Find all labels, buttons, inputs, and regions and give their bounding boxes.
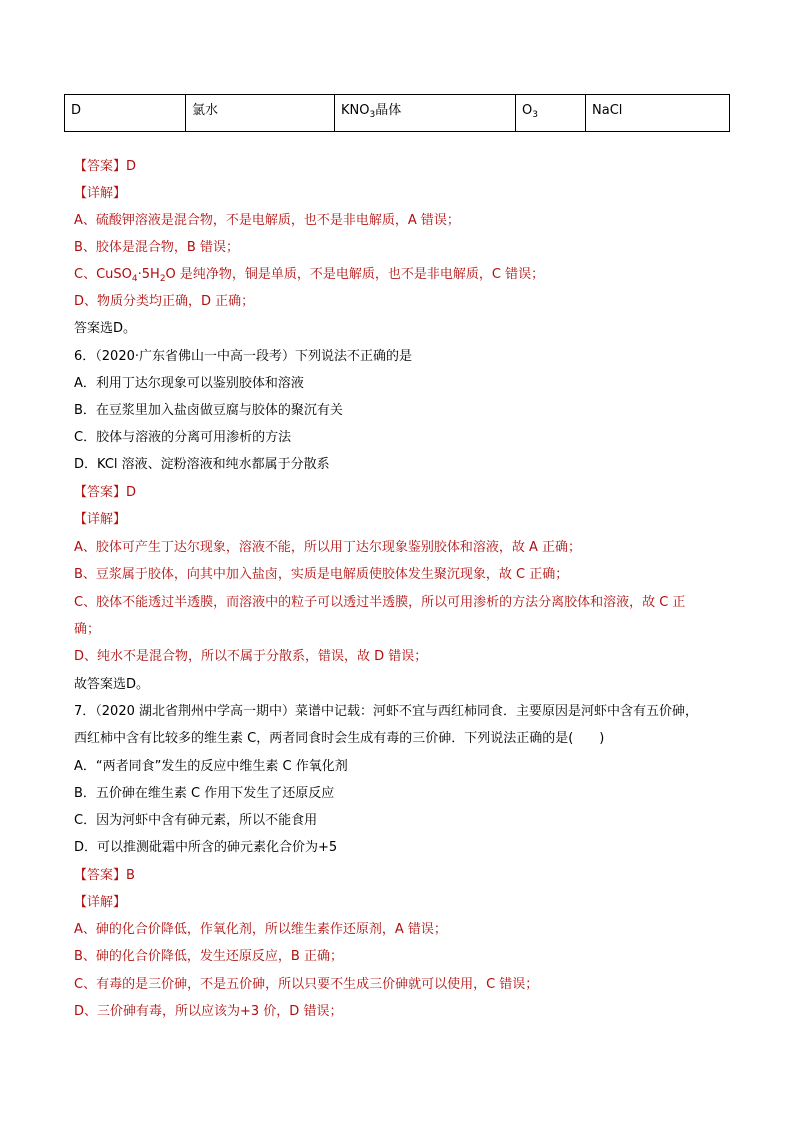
answer-tag: 【答案】 — [74, 485, 127, 500]
cell-text: 晶体 — [375, 103, 402, 118]
detail-text: ·5H — [137, 267, 160, 282]
table-row — [65, 95, 730, 132]
detail-line: D、纯水不是混合物，所以不属于分散系，错误，故 D 错误； — [74, 649, 428, 664]
question-stem-cont: 西红柿中含有比较多的维生素 C，两者同食时会生成有毒的三价砷．下列说法正确的是( ) — [74, 731, 605, 746]
detail-tag: 【详解】 — [74, 186, 127, 201]
detail-line: D、物质分类均正确，D 正确； — [74, 294, 255, 309]
option-b: B．五价砷在维生素 C 作用下发生了还原反应 — [74, 786, 335, 801]
option-b: B．在豆浆里加入盐卤做豆腐与胶体的聚沉有关 — [74, 403, 343, 418]
detail-line: B、砷的化合价降低，发生还原反应，B 正确； — [74, 949, 343, 964]
subscript: 2 — [159, 274, 166, 284]
q5-answer-line — [74, 159, 734, 175]
cell-text: KNO — [341, 103, 370, 118]
option-c: C．胶体与溶液的分离可用渗析的方法 — [74, 430, 292, 445]
answer-tag: 【答案】 — [74, 159, 127, 174]
question-stem: 6．（2020·广东省佛山一中高一段考）下列说法不正确的是 — [74, 349, 412, 364]
option-a: A．“两者同食”发生的反应中维生素 C 作氧化剂 — [74, 759, 348, 774]
conclusion-line: 故答案选D。 — [74, 677, 150, 692]
subscript: 3 — [532, 110, 538, 120]
detail-line: C、胶体不能透过半透膜，而溶液中的粒子可以透过半透膜，所以可用渗析的方法分离胶体和溶液，故 C 正 — [74, 595, 686, 610]
detail-line: C、有毒的是三价砷，不是五价砷，所以只要不生成三价砷就可以使用，C 错误； — [74, 977, 539, 992]
detail-line: 确； — [74, 622, 101, 637]
conclusion-line: 答案选D。 — [74, 321, 137, 336]
table-cell — [516, 95, 586, 132]
detail-text: O 是纯净物，铜是单质，不是电解质，也不是非电解质，C 错误； — [165, 267, 545, 282]
cell-text: O — [522, 103, 533, 118]
question-stem: 7．（2020 湖北省荆州中学高一期中）菜谱中记载：河虾不宜与西红柿同食．主要原因是河虾中含有五价砷， — [74, 704, 698, 719]
answer-tag: 【答案】 — [74, 868, 127, 883]
detail-text: C、CuSO — [74, 267, 132, 282]
subscript: 4 — [131, 274, 138, 284]
table-cell: D — [65, 95, 186, 132]
answer-value: B — [126, 868, 135, 883]
detail-line: A、硫酸钾溶液是混合物，不是电解质，也不是非电解质，A 错误； — [74, 213, 460, 228]
q7-answer-line — [74, 868, 734, 884]
option-c: C．因为河虾中含有砷元素，所以不能食用 — [74, 813, 318, 828]
option-a: A．利用丁达尔现象可以鉴别胶体和溶液 — [74, 376, 304, 391]
detail-line: B、豆浆属于胶体，向其中加入盐卤，实质是电解质使胶体发生聚沉现象，故 C 正确； — [74, 567, 569, 582]
table-cell: NaCl — [586, 95, 730, 132]
table-cell: 氯水 — [186, 95, 335, 132]
answer-value: D — [126, 159, 137, 174]
option-d: D．KCl 溶液、淀粉溶液和纯水都属于分散系 — [74, 457, 330, 472]
detail-line — [74, 267, 734, 283]
answer-value: D — [126, 485, 137, 500]
detail-line: A、砷的化合价降低，作氧化剂，所以维生素作还原剂，A 错误； — [74, 922, 447, 937]
detail-tag: 【详解】 — [74, 512, 127, 527]
q6-answer-line — [74, 485, 734, 501]
subscript: 3 — [369, 110, 376, 120]
detail-line: D、三价砷有毒，所以应该为+3 价，D 错误； — [74, 1004, 343, 1019]
detail-tag: 【详解】 — [74, 895, 127, 910]
detail-line: B、胶体是混合物，B 错误； — [74, 240, 239, 255]
detail-line: A、胶体可产生丁达尔现象，溶液不能，所以用丁达尔现象鉴别胶体和溶液，故 A 正确； — [74, 540, 582, 555]
table-cell — [335, 95, 516, 132]
option-d: D．可以推测砒霜中所含的砷元素化合价为+5 — [74, 840, 338, 855]
classification-table — [64, 94, 730, 132]
